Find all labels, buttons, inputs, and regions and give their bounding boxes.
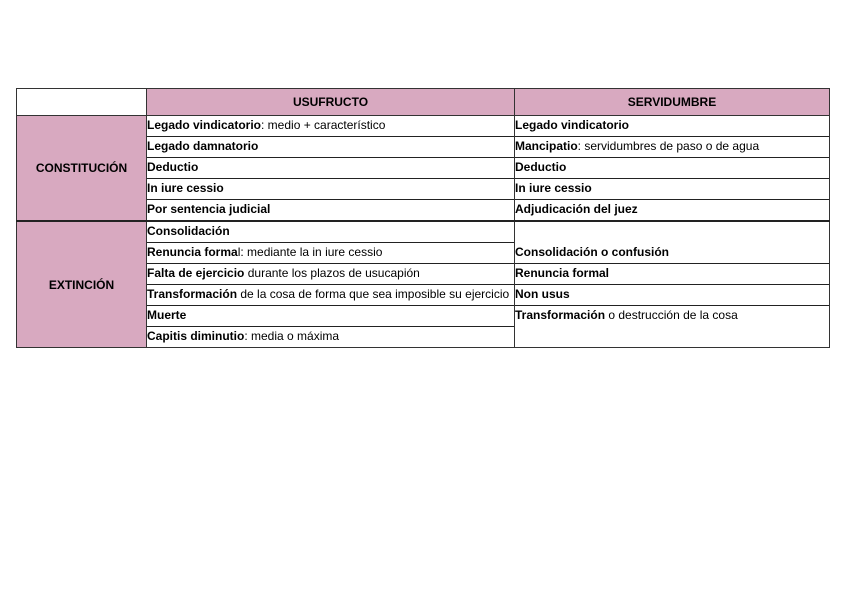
cell-extincion-usufructo <box>147 221 515 348</box>
row-extincion <box>17 221 830 348</box>
comparison-table <box>16 88 830 348</box>
list-item: Legado vindicatorio <box>515 116 829 137</box>
list-item: Transformación o destrucción de la cosa <box>515 308 738 322</box>
list-item: In iure cessio <box>147 179 514 200</box>
list-item: In iure cessio <box>515 179 829 200</box>
header-servidumbre: SERVIDUMBRE <box>515 89 830 116</box>
row-label-constitucion: CONSTITUCIÓN <box>17 116 147 222</box>
list-item: Mancipatio: servidumbres de paso o de agua <box>515 137 829 158</box>
list-item: Consolidación <box>147 222 514 243</box>
list-item: Falta de ejercicio durante los plazos de usucapión <box>147 264 514 285</box>
list-item: Renuncia formal <box>515 264 829 285</box>
list-item: Deductio <box>147 158 514 179</box>
list-item: Transformación de la cosa de forma que sea imposible su ejercicio <box>147 285 514 306</box>
cell-extincion-servidumbre <box>515 221 830 348</box>
row-constitucion <box>17 116 830 222</box>
header-corner-cell <box>17 89 147 116</box>
cell-constitucion-usufructo <box>147 116 515 222</box>
list-item: Por sentencia judicial <box>147 202 271 216</box>
list-item: Adjudicación del juez <box>515 202 638 216</box>
cell-constitucion-servidumbre <box>515 116 830 222</box>
list-item: Consolidación o confusión <box>515 243 829 264</box>
list-item: Legado damnatorio <box>147 137 514 158</box>
list-item: Legado vindicatorio: medio + característico <box>147 116 514 137</box>
list-item: Deductio <box>515 158 829 179</box>
list-item: Muerte <box>147 306 514 327</box>
header-usufructo: USUFRUCTO <box>147 89 515 116</box>
list-item: Renuncia formal: mediante la in iure cessio <box>147 243 514 264</box>
list-item: Capitis diminutio: media o máxima <box>147 329 340 343</box>
table-header-row <box>17 89 830 116</box>
row-label-extincion: EXTINCIÓN <box>17 221 147 348</box>
list-item: Non usus <box>515 285 829 306</box>
